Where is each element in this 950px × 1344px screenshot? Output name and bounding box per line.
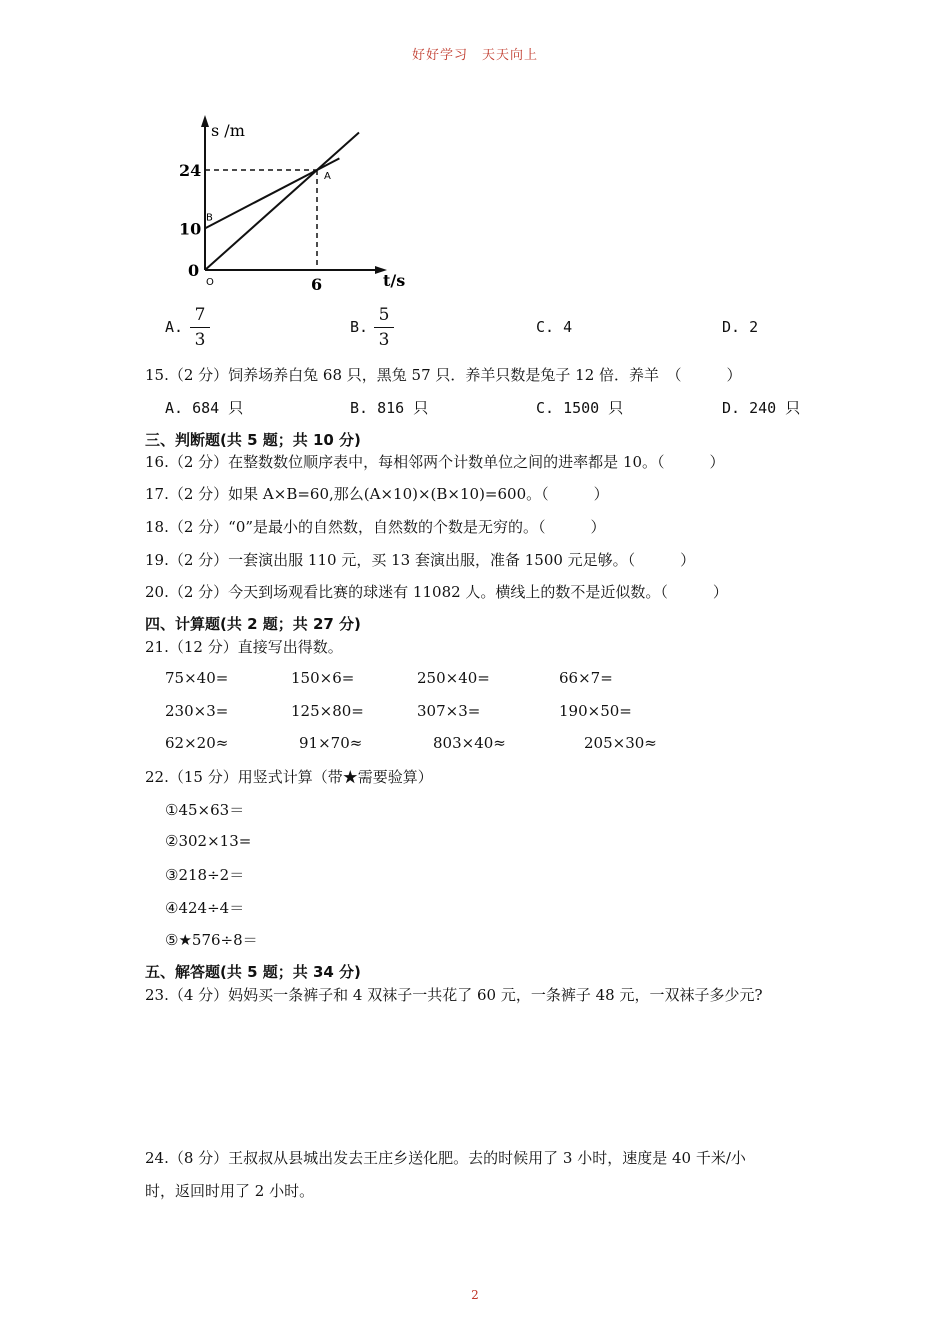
series-b-label: B: [206, 212, 213, 224]
vertical-calc-item: ④424÷4＝: [165, 899, 245, 917]
calc-item: 230×3=: [165, 702, 229, 720]
calc-item: 62×20≈: [165, 734, 229, 752]
calc-item: 307×3=: [417, 702, 481, 720]
question-16: 16.（2 分）在整数数位顺序表中，每相邻两个计数单位之间的进率都是 10。（ ）: [145, 453, 725, 471]
q14-option-d: D. 2: [722, 318, 759, 336]
page-number: 2: [471, 1288, 479, 1302]
q15-option-a: A. 684 只: [165, 399, 244, 417]
calc-item: 803×40≈: [433, 734, 506, 752]
q15-option-c: C. 1500 只: [536, 399, 624, 417]
calc-item: 150×6=: [291, 669, 355, 687]
question-17: 17.（2 分）如果 A×B=60,那么(A×10)×(B×10)=600。（ ）: [145, 485, 609, 503]
calc-item: 66×7=: [559, 669, 613, 687]
y-tick-label: 10: [179, 219, 202, 239]
x-tick-label: 6: [311, 275, 323, 294]
x-axis-label: t/s: [383, 271, 406, 290]
calc-item: 91×70≈: [299, 734, 363, 752]
question-20: 20.（2 分）今天到场观看比赛的球迷有 11082 人。横线上的数不是近似数。（ ）: [145, 583, 728, 601]
q14-option-b-numerator: 5: [378, 305, 390, 325]
question-19: 19.（2 分）一套演出服 110 元，买 13 套演出服，准备 1500 元足够。（ ）: [145, 551, 696, 569]
question-22: 22.（15 分）用竖式计算（带★需要验算）: [145, 768, 433, 786]
intersection-label: A: [324, 171, 331, 182]
section-3-title: 三、判断题(共 5 题；共 10 分): [145, 431, 361, 449]
q14-option-a-numerator: 7: [194, 305, 206, 325]
calc-item: 190×50=: [559, 702, 632, 720]
q14-option-a-fraction: [190, 304, 210, 351]
series-line-a: [205, 133, 359, 271]
page-header: 好好学习 天天向上: [411, 48, 538, 63]
question-18: 18.（2 分）“0”是最小的自然数，自然数的个数是无穷的。（ ）: [145, 518, 606, 536]
origin-point-label: O: [206, 277, 214, 288]
q14-option-b-label: B.: [350, 318, 369, 336]
y-axis-arrow: [201, 115, 209, 127]
origin-label: 0: [188, 261, 200, 280]
q14-option-b-denominator: 3: [378, 330, 390, 350]
question-23: 23.（4 分）妈妈买一条裤子和 4 双袜子一共花了 60 元，一条裤子 48 元，一双袜子多少元?: [145, 986, 763, 1004]
calc-item: 205×30≈: [584, 734, 657, 752]
section-4-title: 四、计算题(共 2 题；共 27 分): [145, 615, 361, 633]
q14-option-c: C. 4: [536, 318, 573, 336]
calc-item: 125×80=: [291, 702, 364, 720]
q15-option-b: B. 816 只: [350, 399, 429, 417]
question-24-line-1: 24.（8 分）王叔叔从县城出发去王庄乡送化肥。去的时候用了 3 小时，速度是 40 千米/小: [145, 1149, 746, 1167]
q14-option-a-label: A.: [165, 318, 184, 336]
distance-time-chart: [150, 110, 420, 300]
question-21: 21.（12 分）直接写出得数。: [145, 638, 343, 656]
calc-item: 250×40=: [417, 669, 490, 687]
y-tick-label: 24: [179, 161, 202, 180]
question-15: 15.（2 分）饲养场养白兔 68 只，黑兔 57 只．养羊只数是兔子 12 倍．养羊 （ ）: [145, 366, 742, 384]
q14-option-a-denominator: 3: [194, 330, 206, 350]
q15-option-d: D. 240 只: [722, 399, 801, 417]
vertical-calc-item: ③218÷2＝: [165, 866, 245, 884]
vertical-calc-item: ⑤★576÷8＝: [165, 931, 258, 949]
series-line-b: [205, 158, 339, 228]
vertical-calc-item: ②302×13=: [165, 832, 252, 850]
section-5-title: 五、解答题(共 5 题；共 34 分): [145, 963, 361, 981]
calc-item: 75×40=: [165, 669, 229, 687]
y-axis-label: s /m: [211, 121, 245, 140]
q14-option-b-fraction: [374, 304, 394, 351]
vertical-calc-item: ①45×63＝: [165, 801, 245, 819]
question-24-line-2: 时，返回时用了 2 小时。: [145, 1182, 315, 1200]
